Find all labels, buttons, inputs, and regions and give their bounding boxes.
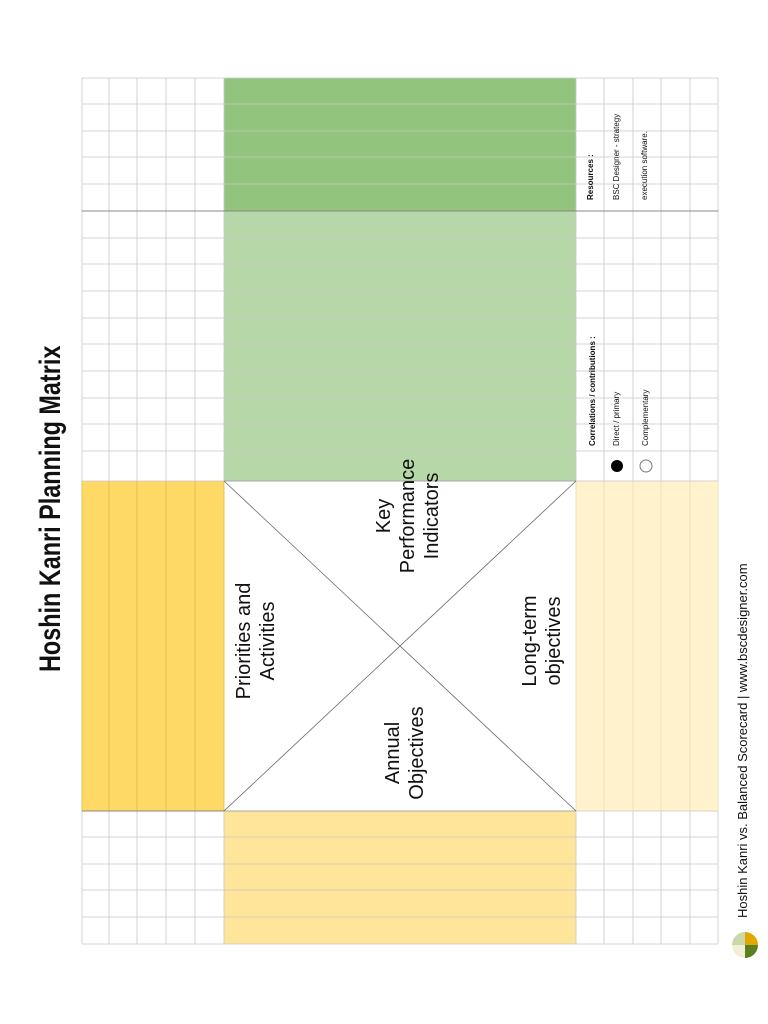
kpi-area-light-green bbox=[224, 211, 576, 481]
annual-area-yellow bbox=[224, 811, 576, 944]
annual-objectives-label: Annual Objectives bbox=[382, 706, 428, 800]
priorities-label: Priorities and Activities bbox=[233, 582, 279, 700]
correlations-heading: Correlations / contributions : bbox=[588, 336, 597, 446]
complementary-label: Complementary bbox=[641, 389, 650, 446]
kpi-area-dark-green bbox=[224, 78, 576, 211]
footer-text: Hoshin Kanri vs. Balanced Scorecard | www.bscdesigner.com bbox=[735, 563, 750, 918]
complementary-dot-icon bbox=[640, 460, 652, 472]
kpi-label: Key Performance Indicators bbox=[373, 458, 443, 574]
resources-line-1: BSC Designer - strategy bbox=[612, 113, 621, 200]
page-title: Hoshin Kanri Planning Matrix bbox=[34, 345, 67, 672]
resources-heading: Resources : bbox=[586, 154, 595, 200]
resources-line-2: execution software. bbox=[640, 131, 649, 200]
direct-dot-icon bbox=[611, 460, 623, 472]
longterm-area-yellow bbox=[576, 481, 718, 811]
bscdesigner-logo-icon bbox=[732, 932, 758, 958]
longterm-objectives-label: Long-term objectives bbox=[519, 595, 565, 687]
direct-primary-label: Direct / primary bbox=[612, 391, 621, 446]
priorities-area-yellow bbox=[82, 481, 224, 811]
